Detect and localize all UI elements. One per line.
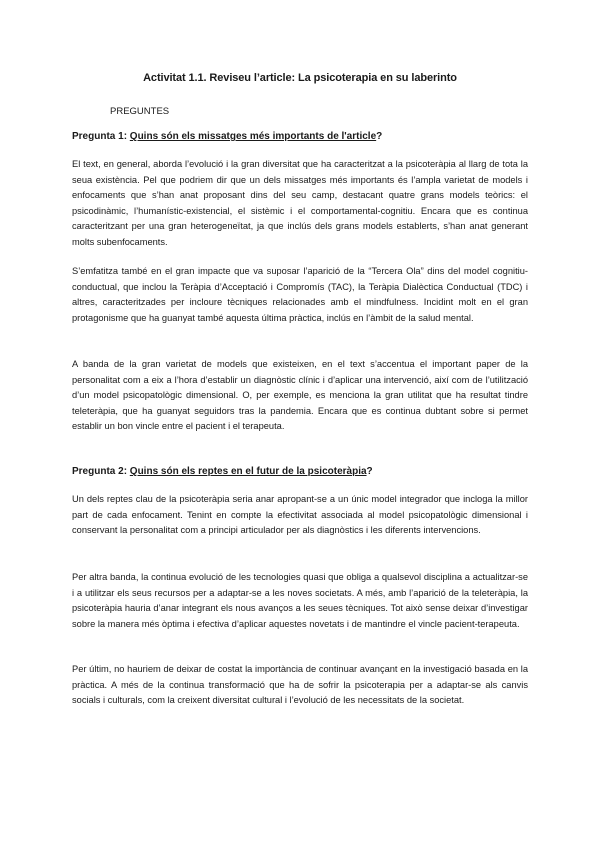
answer-2-paragraph-3: Per últim, no hauriem de deixar de costat la importància de continuar avançant en la investigació basada en la pràctica. A més de la continua transformació que ha de sofrir la psicoterapia per a adaptar-se als canvis socials i culturals, com la creixent diversitat cultural i l’evolució de les necessitats de la societat. [72,664,528,705]
question-1-heading: Pregunta 1: Quins són els missatges més importants de l'article? [72,131,383,142]
question-2-heading: Pregunta 2: Quins són els reptes en el futur de la psicoteràpia? [72,466,373,477]
answer-1-paragraph-2: S’emfatitza també en el gran impacte que va suposar l’aparició de la “Tercera Ola” dins del model cognitiu-conductual, que inclou la Teràpia d’Acceptació i Compromís (TAC), la Teràpia Dialèctica Conductual (TDC) i altres, caracteritzades per incloure tècniques relacionades amb el mindfulness. Incidint molt en el gran protagonisme que ha guanyat també aquesta última pràctica, inclús en l’àmbit de la salud mental. [72,266,528,323]
answer-2-paragraph-1: Un dels reptes clau de la psicoteràpia seria anar apropant-se a un únic model integrador que incloga la millor part de cada enfocament. Tenint en compte la efectivitat associada al model psicopatològic dimensional i conservant la personalitat com a principi articulador per als diagnòstics i les diferents intervencions. [72,494,528,535]
question-1-label: Pregunta 1 [72,131,124,142]
section-label: PREGUNTES [110,106,170,117]
document-title: Activitat 1.1. Reviseu l’article: La psicoterapia en su laberinto [143,72,457,84]
question-1-mark: ? [376,131,383,142]
answer-1-paragraph-1: El text, en general, aborda l’evolució i la gran diversitat que ha caracteritzat a la psicoteràpia al llarg de tota la seua existència. Pel que podriem dir que un dels missatges més importants és l’ampla varietat de models i enfocaments que s’han anat proposant dins del seu camp, destacant quatre grans models teòrics: el psicodinàmic, l’humanístic-existencial, el sistèmic i el comportamental-cognitiu. Encara que es continua caracteritzant per una gran heterogeneïtat, ja que inclús dels grans models establerts, s’han anat generant molts subenfocaments. [72,159,528,247]
question-2-mark: ? [366,466,373,477]
answer-2-paragraph-2: Per altra banda, la continua evolució de les tecnologies quasi que obliga a qualsevol disciplina a actualitzar-se i a utilitzar els seus recursos per a adaptar-se a les noves societats. A més, amb l’aparició de la teleteràpia, la psicoteràpia hauria d’anar integrant els nous avanços a les seues tècniques. Tot això sense deixar d’investigar sobre la manera més òptima i efectiva d’aplicar aquestes novetats i de mantindre el vincle pacient-terapeuta. [72,572,528,629]
question-2-text: Quins són els reptes en el futur de la psicoteràpia [129,466,367,477]
question-1-text: Quins són els missatges més importants de l'article [129,131,377,142]
question-2-label: Pregunta 2 [72,466,124,477]
answer-1-paragraph-3: A banda de la gran varietat de models que existeixen, en el text s’accentua el important paper de la personalitat com a eix a l’hora d’establir un diagnòstic clínic i d’aplicar una intervenció, així com de l’utilització d’un model psicopatològic dimensional. O, per exemple, es menciona la gran utilitat que ha resultat tindre teleteràpia, que ha guanyat seguidors tras la pandemia. Encara que es continua dubtant sobre si permet establir un bon vincle entre el pacient i el terapeuta. [72,359,528,431]
